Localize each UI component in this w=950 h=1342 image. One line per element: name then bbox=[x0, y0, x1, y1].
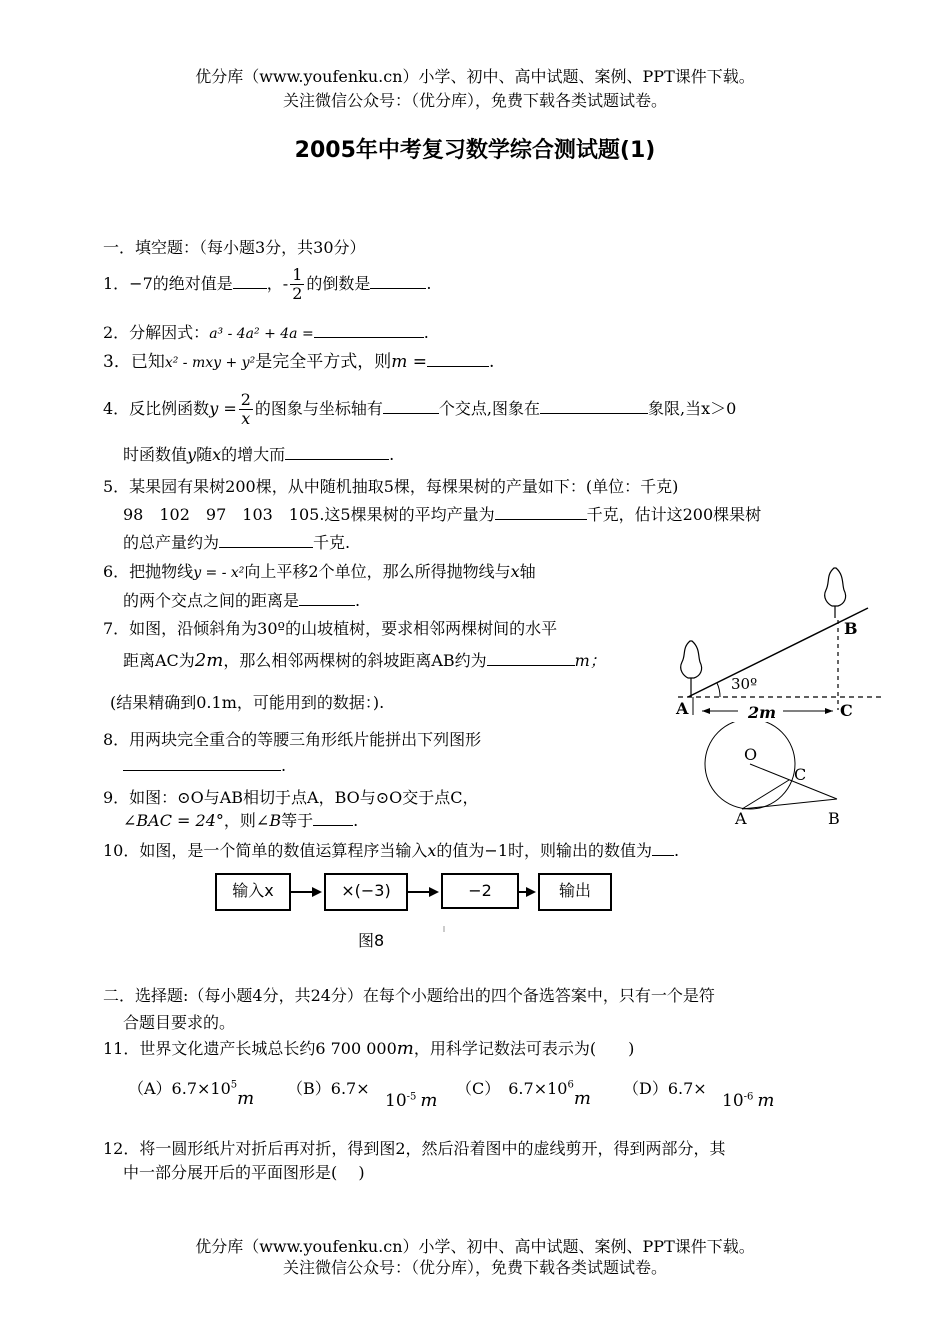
q1-text-c: 的倒数是 bbox=[306, 274, 371, 293]
q11-option-d-base: 10 bbox=[722, 1091, 744, 1111]
flow-box-output: 输出 bbox=[538, 873, 612, 911]
flow-box-input: 输入x bbox=[215, 873, 291, 911]
q7-line2-b: ，那么相邻两棵树的斜坡距离AB约为 bbox=[223, 651, 487, 670]
q11-option-b-exp: -5 bbox=[406, 1091, 417, 1103]
question-9-line-1: 9．如图：⊙O与AB相切于点A，BO与⊙O交于点C， bbox=[103, 788, 479, 807]
q11-option-b-unit: m bbox=[420, 1090, 438, 1111]
q7-2m: 2m bbox=[194, 650, 224, 671]
q11-option-b[interactable] bbox=[287, 1076, 370, 1099]
section2-heading-1: 二．选择题:（每小题4分，共24分）在每个小题给出的四个备选答案中，只有一个是符 bbox=[103, 986, 715, 1005]
q10-text-b: 的值为−1时，则输出的数值为 bbox=[436, 841, 652, 860]
q3-text-b: 是完全平方式，则 bbox=[255, 352, 392, 372]
q2-expression: a³ - 4a² + 4a = bbox=[209, 326, 314, 342]
flow-arrow-1-icon bbox=[312, 887, 322, 897]
q10-x: x bbox=[427, 841, 437, 860]
distance-label: 2m bbox=[748, 703, 777, 722]
footer-line-2: 关注微信公众号：（优分库），免费下载各类试题试卷。 bbox=[282, 1258, 667, 1277]
footer-line-1: 优分库（www.youfenku.cn）小学、初中、高中试题、案例、PPT课件下载。 bbox=[195, 1237, 755, 1256]
q11-option-d-text: （D）6.7× bbox=[623, 1079, 707, 1098]
q5-line3-b: 千克. bbox=[313, 533, 351, 552]
q4-line2-c: 随 bbox=[196, 445, 213, 464]
q1-text-a: 1．−7的绝对值是 bbox=[103, 274, 233, 293]
q11-tail: ，用科学记数法可表示为( ) bbox=[413, 1039, 635, 1058]
q6-text-c: 轴 bbox=[519, 562, 536, 581]
q11-option-d-exp: -6 bbox=[743, 1091, 754, 1103]
q6-line2-b: . bbox=[355, 591, 361, 610]
q4-line2-x: x bbox=[212, 445, 222, 464]
q4-line2-e: 的增大而 bbox=[221, 445, 286, 464]
q4-line2-a: 时函数值 bbox=[123, 445, 188, 464]
q11-option-c-text: （C） 6.7×10 bbox=[456, 1079, 568, 1098]
q11-option-b-power bbox=[385, 1090, 437, 1111]
label-a: A bbox=[676, 699, 689, 718]
q11-option-b-text: （B）6.7× bbox=[287, 1079, 370, 1098]
q1-frac-num: 1 bbox=[292, 265, 303, 284]
q11-option-a-unit: m bbox=[237, 1088, 255, 1109]
q1-frac-den: 2 bbox=[292, 284, 303, 303]
q3-expression: x² - mxy + y² bbox=[164, 355, 256, 371]
header-line-2: 关注微信公众号：（优分库），免费下载各类试题试卷。 bbox=[282, 91, 667, 110]
angle-label: 30º bbox=[731, 675, 758, 693]
q2-text-d: . bbox=[423, 323, 429, 342]
label-o: O bbox=[744, 745, 758, 764]
q1-text-d: . bbox=[426, 274, 432, 293]
q6-line2-a: 的两个交点之间的距离是 bbox=[123, 591, 300, 610]
q7-line2-a: 距离AC为 bbox=[123, 651, 195, 670]
q11-option-d-unit: m bbox=[757, 1090, 775, 1111]
q5-line3-a: 的总产量约为 bbox=[123, 533, 220, 552]
q9-angle-bac: ∠BAC = 24° bbox=[123, 811, 224, 830]
q10-text-a: 10．如图，是一个简单的数值运算程序当输入 bbox=[103, 841, 428, 860]
q1-text-b: ，- bbox=[266, 274, 289, 293]
q9-text-e: . bbox=[353, 811, 359, 830]
figure-caption: 图8 bbox=[358, 931, 385, 950]
q3-text-a: 3．已知 bbox=[103, 352, 165, 372]
q3-text-d: . bbox=[488, 352, 495, 372]
q5-line2-a: 98 102 97 103 105.这5棵果树的平均产量为 bbox=[123, 505, 495, 524]
flow-arrow-2-icon bbox=[429, 887, 439, 897]
q4-text-a: 4．反比例函数 bbox=[103, 399, 210, 418]
q11-text: 11．世界文化遗产长城总长约6 700 000 bbox=[103, 1039, 397, 1058]
q11-option-c-unit: m bbox=[573, 1088, 591, 1109]
q11-option-b-base: 10 bbox=[385, 1091, 407, 1111]
label-b: B bbox=[828, 809, 840, 828]
label-c: C bbox=[840, 701, 853, 720]
page-title: 2005年中考复习数学综合测试题(1) bbox=[294, 138, 656, 163]
flow-box-multiply: ×(−3) bbox=[324, 873, 408, 911]
question-7-line-1: 7．如图，沿倾斜角为30º的山坡植树，要求相邻两棵树间的水平 bbox=[103, 619, 558, 638]
q6-expression: y = - x² bbox=[193, 565, 245, 581]
question-12-line-1: 12．将一圆形纸片对折后再对折，得到图2，然后沿着图中的虚线剪开，得到两部分，其 bbox=[103, 1139, 726, 1158]
q3-m: m = bbox=[391, 352, 427, 372]
question-12-line-2: 中一部分展开后的平面图形是( ) bbox=[123, 1163, 365, 1182]
flow-arrow-3-icon bbox=[526, 887, 536, 897]
q11-option-a[interactable] bbox=[128, 1076, 255, 1109]
q7-line2-c: m； bbox=[574, 651, 606, 670]
q11-option-d-power bbox=[722, 1090, 774, 1111]
q11-option-d[interactable] bbox=[623, 1076, 707, 1099]
q5-line2-b: 千克，估计这200棵果树 bbox=[586, 505, 762, 524]
q4-text-e: x＞0 bbox=[701, 399, 737, 418]
q8-period: . bbox=[281, 756, 287, 775]
q4-frac-num: 2 bbox=[240, 390, 251, 409]
q10-text-c: . bbox=[674, 841, 680, 860]
q11-option-a-text: （A）6.7×10 bbox=[128, 1079, 231, 1098]
q9-angle-b: ∠B bbox=[255, 811, 282, 830]
q11-option-c-exp: 6 bbox=[567, 1079, 574, 1091]
q4-text-b: 的图象与坐标轴有 bbox=[254, 399, 383, 418]
question-8-line-1: 8．用两块完全重合的等腰三角形纸片能拼出下列图形 bbox=[103, 730, 482, 749]
flow-box-subtract: −2 bbox=[441, 873, 519, 909]
q11-m: m bbox=[396, 1038, 414, 1059]
q11-option-c[interactable] bbox=[456, 1076, 591, 1109]
q9-text-d: 等于 bbox=[281, 811, 314, 830]
q6-text-b: 向上平移2个单位，那么所得抛物线与 bbox=[244, 562, 511, 581]
label-b: B bbox=[844, 619, 858, 638]
q4-text-d: 象限,当 bbox=[648, 399, 702, 418]
q4-line2-f: . bbox=[389, 445, 395, 464]
q11-option-a-exp: 5 bbox=[230, 1079, 238, 1091]
q4-line2-y: y bbox=[187, 445, 197, 464]
q4-text-c: 个交点,图象在 bbox=[438, 399, 541, 418]
section1-heading: 一．填空题：（每小题3分，共30分） bbox=[103, 238, 366, 257]
question-11 bbox=[103, 1036, 634, 1059]
label-a: A bbox=[735, 809, 747, 828]
q4-y: y = bbox=[209, 399, 237, 418]
q9-text-b: ，则 bbox=[223, 811, 256, 830]
label-c: C bbox=[794, 765, 807, 784]
header-line-1: 优分库（www.youfenku.cn）小学、初中、高中试题、案例、PPT课件下载。 bbox=[195, 67, 755, 86]
section2-heading-2: 合题目要求的。 bbox=[123, 1013, 236, 1032]
q6-x: x bbox=[510, 562, 520, 581]
question-7-line-3: (结果精确到0.1m，可能用到的数据：). bbox=[110, 693, 385, 712]
q2-text-a: 2．分解因式： bbox=[103, 323, 210, 342]
q6-text-a: 6．把抛物线 bbox=[103, 562, 194, 581]
question-5-line-1: 5．某果园有果树200棵，从中随机抽取5棵，每棵果树的产量如下：(单位：千克) bbox=[103, 477, 679, 496]
q4-frac-den: x bbox=[241, 409, 251, 428]
